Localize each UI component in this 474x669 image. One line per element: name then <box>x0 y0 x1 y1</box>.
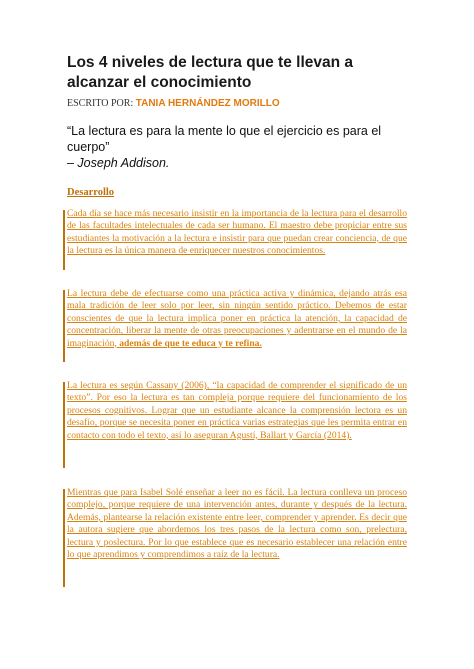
change-bar-2 <box>63 290 65 362</box>
paragraph-2 <box>67 288 407 350</box>
byline <box>67 98 280 109</box>
quote-attribution: – Joseph Addison. <box>67 156 170 170</box>
article-title: Los 4 niveles de lectura que te llevan a alcanzar el conocimiento <box>67 54 354 91</box>
paragraph-2-bold-tail: además de que te educa y te refina. <box>119 337 262 349</box>
change-bar-1 <box>63 210 65 270</box>
paragraph-3: La lectura es según Cassany (2006), “la capacidad de comprender el significado de un texto”. Por eso la lectura es tan compleja porque requiere del funcionamiento de los procesos cognitivos. Lograr que un estudiante alcance la comprensión lectora es un desafío, porque se necesita poner en práctica varias estrategias que les permita entrar en contacto con todo el texto, así lo aseguran Agustí, Ballart y García (2014). <box>67 380 407 441</box>
author-name: TANIA HERNÁNDEZ MORILLO <box>135 98 280 109</box>
section-heading: Desarrollo <box>67 187 115 198</box>
change-bar-3 <box>63 382 65 468</box>
change-bar-4 <box>63 489 65 587</box>
byline-prefix: ESCRITO POR: <box>67 98 136 109</box>
quote-text: “La lectura es para la mente lo que el ejercicio es para el cuerpo” <box>67 124 382 154</box>
paragraph-2-text: La lectura debe de efectuarse como una práctica activa y dinámica, dejando atrás esa mala tradición de leer solo por leer, sin ningún sentido práctico. Debemos de estar conscientes de que la lectura implica poner en práctica la atención, la capacidad de concentración, liberar la mente de otras preocupaciones y adentrarse en el mundo de la imaginación, <box>67 288 407 349</box>
epigraph-quote <box>67 123 412 171</box>
paragraph-4: Mientras que para Isabel Solé enseñar a leer no es fácil. La lectura conlleva un proceso complejo, porque requiere de una intervención antes, durante y después de la lectura. Además, plantearse la relación existente entre leer, comprender y aprender. Es decir que la autora sugiere que abordemos los tres pasos de la lectura como son, prelectura, lectura y poslectura. Por lo que establece que es necesario establecer una relación entre lo que aprendimos y comprendimos a raíz de la lectura. <box>67 487 407 561</box>
paragraph-1: Cada día se hace más necesario insistir en la importancia de la lectura para el desarrollo de las facultades intelectuales de cada ser humano. El maestro debe propiciar entre sus estudiantes la motivación a la lectura e insistir para que puedan crear conciencia, de que la lectura es la única manera de enriquecer nuestros conocimientos. <box>67 208 407 257</box>
